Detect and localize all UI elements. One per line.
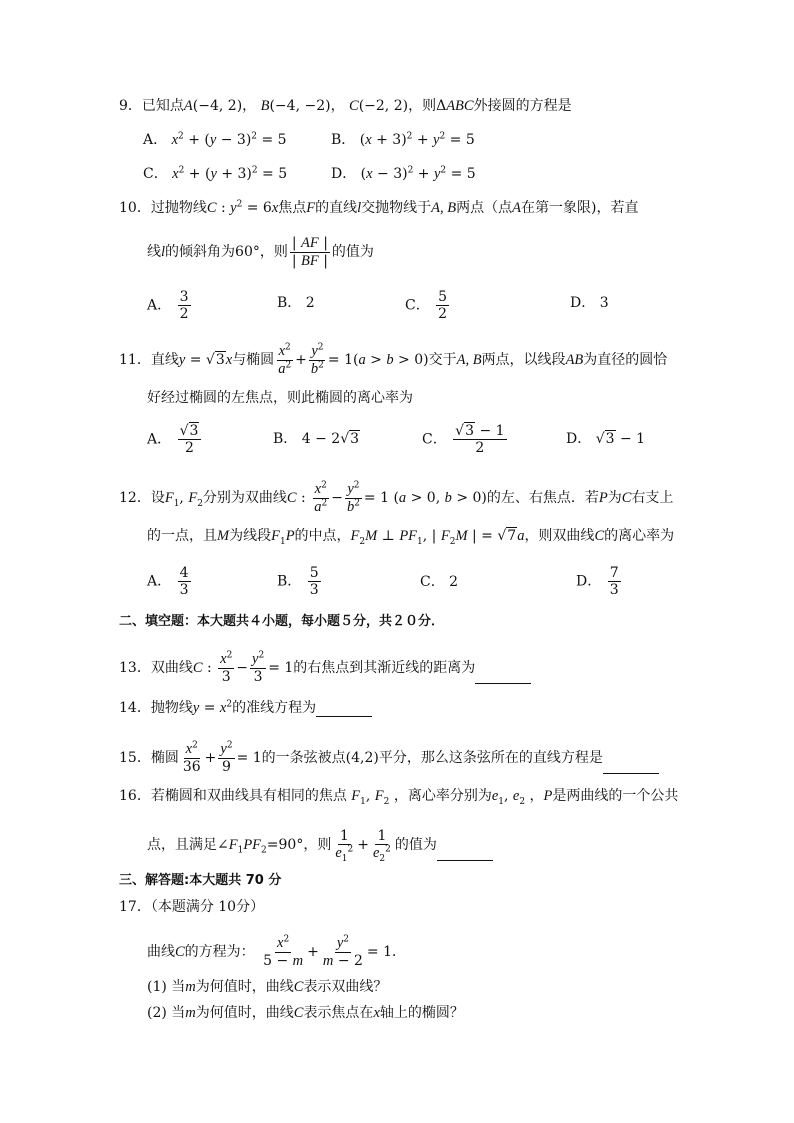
option-label: C． [405, 297, 430, 314]
q9-text: ，则 [408, 98, 437, 114]
section-heading-fill-in: 二、填空题：本大题共４小题，每小题５分，共２０分． [119, 614, 445, 629]
option-label: C． [143, 166, 168, 182]
q11-option-c: C． $\frac{√3 - 1}{2}$ [422, 423, 505, 456]
q9-option-a: A． $x^2 + (y - 3)^2 = 5$ [143, 131, 287, 148]
q11-option-a: A． $\frac{√3}{2}$ [147, 424, 203, 455]
q12-text: ，则双曲线 [524, 528, 595, 544]
question-15: 15．椭圆 $\frac{x^2}{36}$ + $\frac{y^2}{9}$ = 1的一条弦被点(4,2)平分，那么这条弦所在的直线方程是 [119, 742, 659, 774]
option-label: D． [576, 573, 602, 590]
q10-text: 的倾斜角为 [165, 244, 236, 260]
q10-text: 10．过抛物线 [119, 200, 207, 216]
q10-option-c: C． $\frac{5}{2}$ [405, 289, 448, 322]
answer-blank[interactable] [603, 759, 659, 774]
answer-blank[interactable] [437, 846, 493, 861]
q17-text: 的方程为： [184, 944, 255, 960]
q10-text: 线 [147, 244, 161, 260]
question-10-line-1: 10．过抛物线C : $y^2 = 6x$焦点F的直线l交抛物线于A, B两点（点A在第一象限)，若直 [119, 199, 639, 216]
option-label: D． [570, 295, 596, 311]
q10-text: 的值为 [331, 244, 374, 260]
question-11-line-1: 11．直线y = √3x与椭圆 $\frac{x^2}{a^2}$ + $\frac{y^2}{b^2}$ = 1(a > b > 0)交于A, B两点，以线段AB为直径的圆恰 [119, 342, 668, 377]
q10-text: ，则 [259, 244, 288, 260]
q9-text: 9．已知点 [119, 98, 184, 114]
q16-text: ， [529, 788, 544, 804]
option-label: B． [277, 295, 302, 311]
q9-option-d: D． $(x - 3)^2 + y^2 = 5$ [331, 165, 476, 182]
q17-text: (1) 当 [147, 979, 186, 995]
q9-text: 外接圆的方程是 [473, 98, 572, 114]
option-label: B． [273, 431, 298, 447]
q16-text: ，离心率分别为 [393, 788, 492, 804]
question-9-stem: 9．已知点A(−4, 2)， B(−4, −2)， C(−2, 2)，则ΔABC外接圆的方程是 [119, 98, 572, 114]
option-label: A． [143, 132, 168, 148]
q12-text: 分别为双曲线 [202, 490, 287, 506]
q11-text: 与椭圆 [232, 352, 275, 368]
q9-text: ， [242, 98, 257, 114]
q10-option-a: A． $\frac{3}{2}$ [147, 289, 189, 322]
q11-text: 两点，以线段 [481, 352, 566, 368]
q13-text: 13．双曲线 [119, 659, 193, 676]
q12-text: 12．设 [119, 490, 165, 506]
answer-blank[interactable] [475, 669, 531, 684]
q11-text: 交于 [428, 352, 457, 368]
q14-text: 的准线方程为 [232, 700, 317, 716]
question-16-line-1: 16．若椭圆和双曲线具有相同的焦点 $F_1$, $F_2$ ，离心率分别为$e_1$, $e_2$ ，P是两曲线的一个公共 [119, 788, 679, 807]
q11-text: 为直径的圆恰 [583, 352, 668, 368]
q11-option-d: D． √3 − 1 [566, 431, 646, 447]
q12-text: 的离心率为 [604, 528, 675, 544]
q16-text: 是两曲线的一个公共 [552, 788, 679, 804]
option-label: D． [331, 166, 357, 182]
q10-option-d [570, 294, 609, 312]
section-heading-answer: 三、解答题:本大题共 70 分 [119, 873, 282, 888]
option-label: C． [422, 431, 447, 448]
q11-option-b: B． 4 − 2√3 [273, 431, 360, 447]
option-label: A． [147, 431, 172, 448]
option-label: B． [277, 573, 302, 590]
q12-text: 的一点，且 [147, 528, 217, 544]
q10-text: 两点（点 [456, 200, 513, 216]
question-10-line-2: 线l的倾斜角为60°，则 $\frac{| AF |}{| BF |}$ 的值为 [147, 235, 374, 269]
q15-text: 15．椭圆 [119, 749, 179, 766]
q17-text: (2) 当 [147, 1005, 186, 1021]
question-11-line-2 [147, 389, 413, 407]
question-16-line-2: 点，且满足$\angle F_1PF_2=90^\circ$，则 $\frac{1}{e_1^2}$ + $\frac{1}{e_2^2}$ 的值为 [147, 829, 493, 861]
q9-option-b: B． $(x + 3)^2 + y^2 = 5$ [331, 131, 475, 148]
question-12-line-1: 12．设$F_1$, $F_2$分别为双曲线C : $\frac{x^2}{a^2}$ − $\frac{y^2}{b^2}$ = 1 (a > 0, b > 0)的左、右焦点．若P为C右支上 [119, 480, 674, 515]
q12-option-a: A． $\frac{4}{3}$ [147, 565, 189, 598]
question-13: 13．双曲线C : $\frac{x^2}{3}$ − $\frac{y^2}{3}$ = 1的右焦点到其渐近线的距离为 [119, 652, 531, 684]
q12-text: 右支上 [631, 490, 674, 506]
option-label: A． [147, 573, 172, 590]
q12-text: 的左、右焦点．若 [486, 490, 599, 506]
q12-text: 为 [607, 490, 622, 506]
question-17-equation: 曲线C的方程为： $\frac{x^2}{5 - m}$ + $\frac{y^2}{m - 2}$ = 1． [147, 934, 407, 969]
q11-text: 好经过椭圆的左焦点，则此椭圆的离心率为 [147, 390, 413, 406]
q12-text: 的中点， [294, 528, 351, 544]
option-value: 3 [599, 295, 609, 311]
q16-text: 的值为 [394, 836, 437, 853]
q16-text: ，则 [303, 836, 332, 853]
question-12-line-2: 的一点，且M为线段$F_1P$的中点，$F_2M$ ⊥ $PF_1$, | $F_2M$ | = √7a，则双曲线C的离心率为 [147, 528, 675, 547]
q15-text: 的一条弦被点(4,2)平分，那么这条弦所在的直线方程是 [261, 749, 603, 766]
q17-text: 轴上的椭圆？ [379, 1005, 464, 1021]
q17-text: 为何值时，曲线 [195, 979, 294, 995]
question-17-title: 17．（本题满分 10分） [119, 899, 265, 915]
q17-text: 表示焦点在 [303, 1005, 374, 1021]
option-label: A． [147, 297, 172, 314]
answer-blank[interactable] [316, 702, 372, 717]
q17-text: 为何值时，曲线 [195, 1005, 294, 1021]
option-value: 2 [449, 574, 459, 590]
q16-text: 16．若椭圆和双曲线具有相同的焦点 [119, 788, 347, 804]
q10-text: 在第一象限)，若直 [521, 200, 639, 216]
q12-option-d: D． $\frac{7}{3}$ [576, 565, 619, 598]
q10-option-b [277, 294, 315, 312]
q12-text: 为线段 [229, 528, 272, 544]
q17-text: ． [392, 944, 407, 960]
q10-text: 的直线 [315, 200, 358, 216]
q12-option-c [420, 573, 458, 591]
q10-text: 焦点 [278, 200, 307, 216]
q13-text: 的右焦点到其渐近线的距离为 [293, 659, 476, 676]
option-label: D． [566, 431, 592, 447]
q14-text: 14．抛物线 [119, 700, 193, 716]
q16-text: 点，且满足 [147, 836, 217, 853]
q17-text: 表示双曲线？ [303, 979, 388, 995]
question-17-part-2: (2) 当m为何值时，曲线C表示焦点在x轴上的椭圆？ [147, 1005, 464, 1021]
question-14: 14．抛物线$y = x^2$的准线方程为 [119, 699, 372, 717]
q11-text: 11．直线 [119, 352, 179, 368]
option-value: 2 [305, 295, 315, 311]
q9-text: ， [330, 98, 345, 114]
option-label: C． [420, 574, 445, 590]
q12-option-b: B． $\frac{5}{3}$ [277, 565, 319, 598]
q10-text: 交抛物线于 [361, 200, 432, 216]
q9-option-c: C． $x^2 + (y + 3)^2 = 5$ [143, 165, 288, 182]
question-17-part-1: (1) 当m为何值时，曲线C表示双曲线？ [147, 979, 388, 995]
option-label: B． [331, 132, 356, 148]
q17-text: 曲线 [147, 944, 175, 960]
